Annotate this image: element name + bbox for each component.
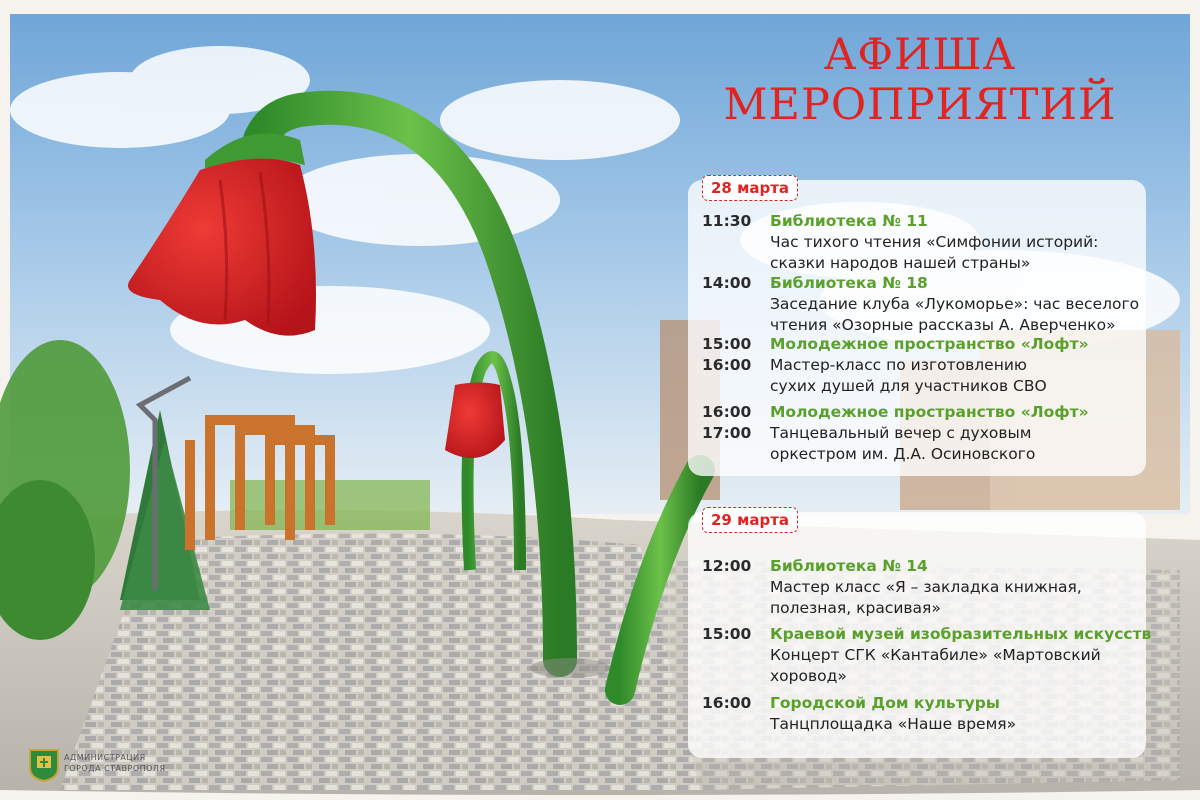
event-venue: Молодежное пространство «Лофт» — [770, 403, 1089, 421]
event-venue: Городской Дом культуры — [770, 694, 1000, 712]
date-badge: 29 марта — [702, 507, 798, 533]
title-line-2: МЕРОПРИЯТИЙ — [723, 80, 1117, 130]
event-times: 15:00 — [702, 625, 752, 643]
event-times: 16:00 — [702, 694, 752, 712]
event-times: 11:30 — [702, 212, 752, 230]
event-venue: Библиотека № 18 — [770, 274, 928, 292]
logo-caption: АДМИНИСТРАЦИЯ ГОРОДА СТАВРОПОЛЯ — [64, 753, 166, 773]
event-times: 15:00 16:00 — [702, 335, 752, 374]
event-times: 12:00 — [702, 557, 752, 575]
date-badge: 28 марта — [702, 175, 798, 201]
event-description: Мастер-класс по изготовлению сухих душей для участников СВО — [770, 356, 1047, 395]
event-description: Танцплощадка «Наше время» — [770, 715, 1017, 733]
event-venue: Библиотека № 14 — [770, 557, 928, 575]
event-venue: Библиотека № 11 — [770, 212, 928, 230]
event-description: Час тихого чтения «Симфонии историй: сказки народов нашей страны» — [770, 233, 1099, 272]
coat-of-arms-icon — [28, 748, 60, 782]
event-description: Мастер класс «Я – закладка книжная, полезная, красивая» — [770, 578, 1082, 617]
event-times: 16:00 17:00 — [702, 403, 752, 442]
event-description: Концерт СГК «Кантабиле» «Мартовский хоровод» — [770, 646, 1101, 685]
event-venue: Молодежное пространство «Лофт» — [770, 335, 1089, 353]
title-line-1: АФИША — [823, 30, 1017, 80]
event-venue: Краевой музей изобразительных искусств — [770, 625, 1152, 643]
event-times: 14:00 — [702, 274, 752, 292]
page-title — [700, 30, 1140, 130]
event-description: Заседание клуба «Лукоморье»: час веселого чтения «Озорные рассказы А. Аверченко» — [770, 295, 1140, 334]
event-description: Танцевальный вечер с духовым оркестром им. Д.А. Осиновского — [770, 424, 1036, 463]
